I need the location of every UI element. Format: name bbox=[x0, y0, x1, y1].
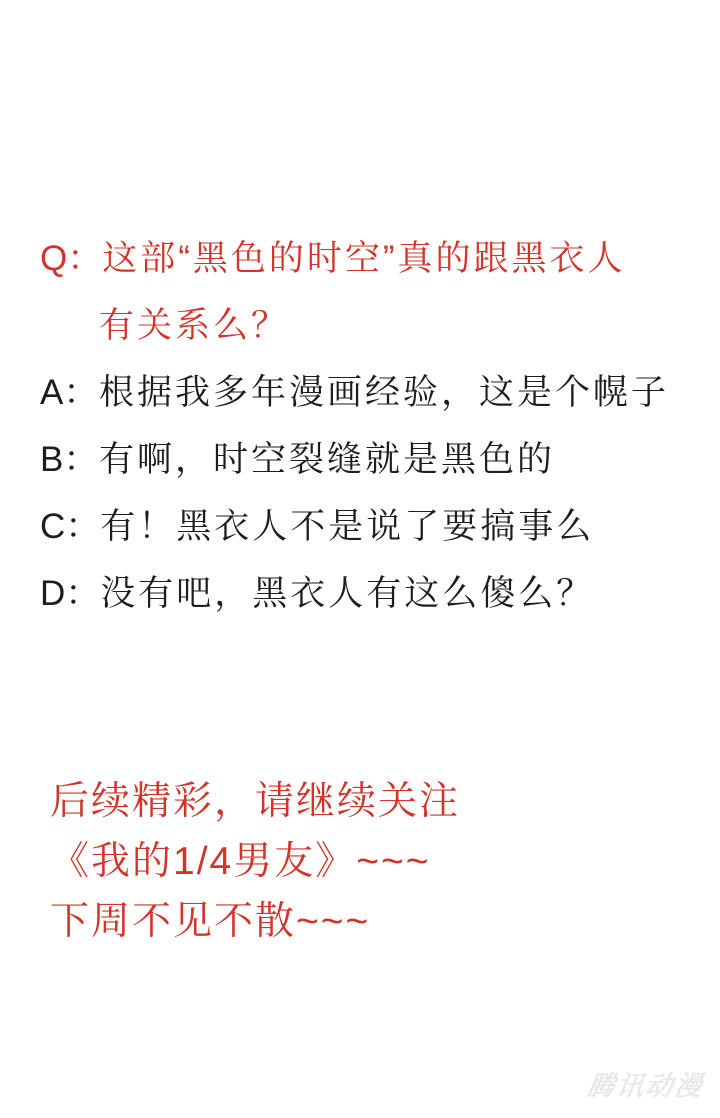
answer-label-c: C： bbox=[40, 506, 101, 546]
answer-label-b: B： bbox=[40, 439, 99, 479]
question-text-2: 有关系么？ bbox=[99, 305, 290, 345]
answer-text-d: 没有吧，黑衣人有这么傻么？ bbox=[100, 573, 595, 613]
answer-label-d: D： bbox=[40, 573, 101, 613]
answer-row-c bbox=[40, 490, 714, 557]
footer-line-2: 《我的1/4男友》~~~ bbox=[50, 840, 431, 883]
footer-promo-block bbox=[50, 768, 460, 948]
answer-row-a bbox=[40, 356, 714, 423]
qa-block bbox=[40, 222, 714, 624]
answer-text-a: 根据我多年漫画经验，这是个幌子 bbox=[99, 372, 670, 412]
question-label: Q： bbox=[40, 238, 103, 278]
tencent-comics-watermark: 腾讯动漫 bbox=[585, 1071, 706, 1101]
answer-text-b: 有啊，时空裂缝就是黑色的 bbox=[99, 439, 556, 479]
footer-line-3: 下周不见不散~~~ bbox=[50, 900, 371, 943]
question-line-2 bbox=[40, 289, 714, 356]
answer-row-b bbox=[40, 423, 714, 490]
footer-line-1: 后续精彩，请继续关注 bbox=[50, 780, 461, 823]
answer-text-c: 有！黑衣人不是说了要搞事么 bbox=[100, 506, 595, 546]
question-text-1: 这部“黑色的时空”真的跟黑衣人 bbox=[102, 238, 626, 278]
answer-row-d bbox=[40, 557, 714, 624]
question-line-1 bbox=[40, 222, 714, 289]
answer-label-a: A： bbox=[40, 372, 99, 412]
